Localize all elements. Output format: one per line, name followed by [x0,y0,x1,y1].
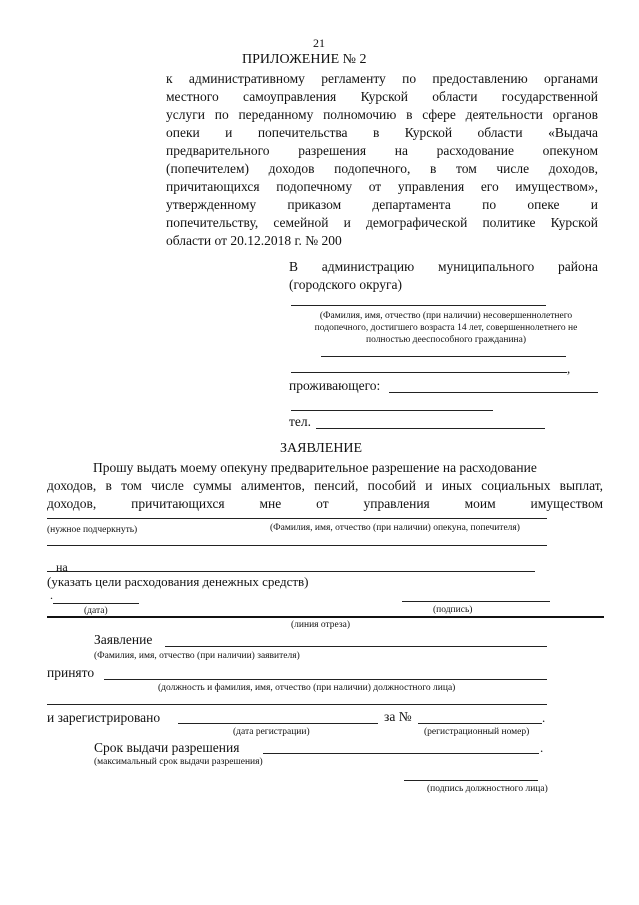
statement-line: Прошу выдать моему опекуну предварительное разрешение на расходование [93,460,537,475]
appendix-line: причитающихся подопечному от управления его имуществом», [166,179,598,194]
official-signature-field[interactable] [404,780,538,781]
statement-body [47,459,603,513]
appendix-line: опеки и попечительства в Курской области «Выдача [166,125,598,140]
appendix-line: области от 20.12.2018 г. № 200 [166,233,342,248]
purpose-field[interactable] [47,571,535,572]
applicant-caption: (Фамилия, имя, отчество (при наличии) заявителя) [94,651,300,661]
appendix-line: услуги по переданному полномочию в сфере деятельности органов [166,107,598,122]
appendix-line: утвержденному приказом департамента по опеке и [166,197,598,212]
appendix-line: к административному регламенту по предоставлению органами [166,71,598,86]
purpose-prefix: на [56,560,68,574]
guardian-name-field-2[interactable] [47,545,547,546]
appendix-line: местного самоуправления Курской области государственной [166,89,598,104]
statement-line: доходов, причитающихся мне от управления моим имуществом [47,496,603,511]
applicant-name-caption: (Фамилия, имя, отчество (при наличии) несовершеннолетнего подопечного, достигшего возраста 14 лет, совершеннолетнего не полностью дееспособного гражданина) [314,311,578,345]
statement-line: доходов, в том числе суммы алиментов, пенсий, пособий и иных социальных выплат, [47,478,603,493]
residing-field[interactable] [389,392,598,393]
cut-line-caption: (линия отреза) [291,620,351,630]
comma: , [567,361,571,376]
cut-line [47,616,604,618]
signature-caption: (подпись) [433,605,473,615]
accepted-label: принято [47,665,95,680]
official-signature-caption: (подпись должностного лица) [427,784,548,794]
purpose-caption: (указать цели расходования денежных средств) [47,574,309,589]
appendix-line: предварительного разрешения на расходование опекуном [166,143,598,158]
guardian-name-caption: (Фамилия, имя, отчество (при наличии) опекуна, попечителя) [270,523,520,533]
term-caption: (максимальный срок выдачи разрешения) [94,757,263,767]
registered-label: и зарегистрировано [47,710,161,725]
appendix-text [166,70,598,250]
statement-title: ЗАЯВЛЕНИЕ [280,441,363,456]
residing-label: проживающего: [289,378,381,393]
appendix-line: (попечителем) доходов подопечного, в том числе доходов, [166,161,598,176]
term-label: Срок выдачи разрешения [94,740,240,755]
phone-label: тел. [289,414,312,429]
term-period-mark: . [540,740,544,755]
date-caption: (дата) [84,606,108,616]
appendix-line: попечительству, семейной и демографической политике Курской [166,215,598,230]
receipt-statement-label: Заявление [94,632,153,647]
appendix-title: ПРИЛОЖЕНИЕ № 2 [242,52,367,67]
reg-number-field[interactable] [418,723,542,724]
applicant-name-field-2[interactable] [321,356,566,357]
residing-field-2[interactable] [291,410,493,411]
applicant-name-field-3[interactable] [291,372,567,373]
addressee-line-2: (городского округа) [289,277,403,292]
term-field[interactable] [263,753,539,754]
applicant-name-field[interactable] [291,305,546,306]
signature-field[interactable] [402,601,550,602]
underline-caption: (нужное подчеркнуть) [47,525,138,535]
period-mark: . [542,710,546,725]
phone-field[interactable] [316,428,545,429]
reg-number-label: за № [384,709,412,724]
reg-date-caption: (дата регистрации) [233,727,310,737]
reg-date-field[interactable] [178,723,378,724]
date-dot: . [50,588,53,602]
addressee-line: В администрацию муниципального района [289,259,598,274]
official-field-2[interactable] [47,704,547,705]
guardian-name-field[interactable] [47,518,547,519]
date-field[interactable] [53,603,139,604]
official-field[interactable] [104,679,547,680]
official-caption: (должность и фамилия, имя, отчество (при наличии) должностного лица) [158,683,456,693]
page-number: 21 [313,36,325,50]
reg-number-caption: (регистрационный номер) [424,727,530,737]
applicant-field[interactable] [165,646,547,647]
